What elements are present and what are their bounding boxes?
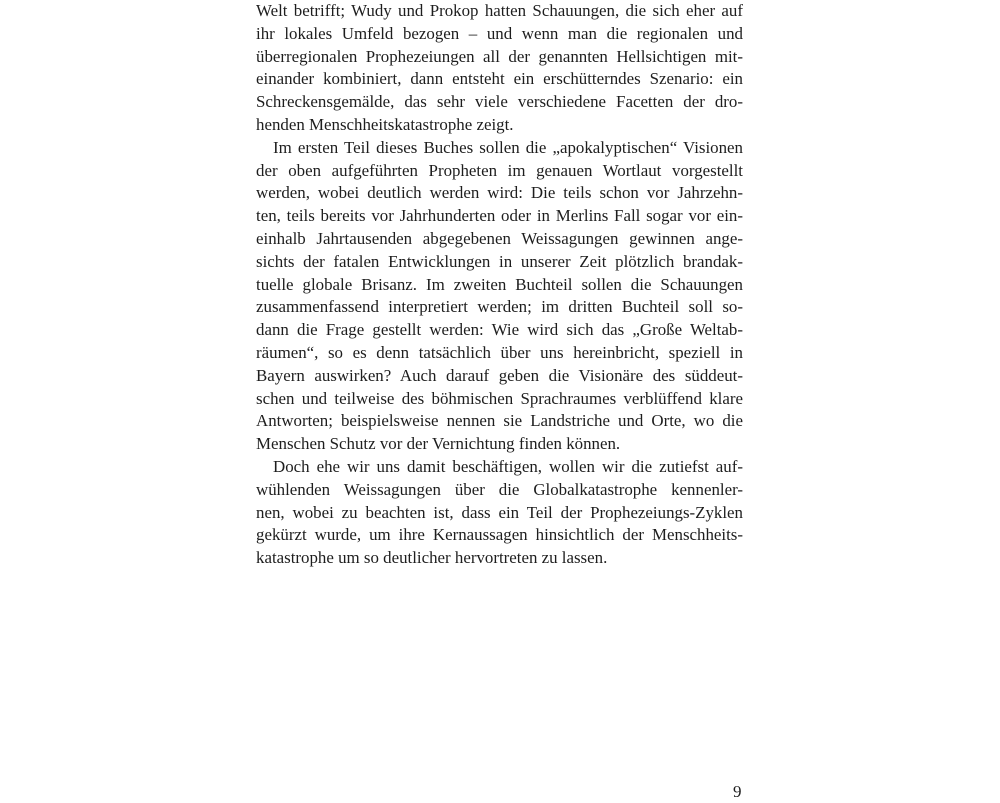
text-line: Menschen Schutz vor der Vernichtung finden können.	[256, 434, 621, 454]
text-line: ten, teils bereits vor Jahrhunderten oder in Merlins Fall sogar vor ein-	[256, 206, 743, 226]
text-line: Schreckensgemälde, das sehr viele verschiedene Facetten der dro-	[256, 92, 743, 112]
body-text	[256, 0, 743, 570]
text-line: einhalb Jahrtausenden abgegebenen Weissagungen gewinnen ange-	[256, 228, 743, 248]
text-line: Antworten; beispielsweise nennen sie Landstriche und Orte, wo die	[256, 411, 743, 431]
text-line: schen und teilweise des böhmischen Sprachraumes verblüffend klare	[256, 388, 743, 408]
text-line: Im ersten Teil dieses Buches sollen die „apokalyptischen“ Visionen	[273, 137, 743, 157]
text-line: einander kombiniert, dann entsteht ein erschütterndes Szenario: ein	[256, 69, 743, 89]
text-line: tuelle globale Brisanz. Im zweiten Buchteil sollen die Schauungen	[256, 274, 743, 294]
text-line: Welt betrifft; Wudy und Prokop hatten Schauungen, die sich eher auf	[256, 1, 743, 20]
paragraph-1	[256, 0, 743, 137]
text-line: nen, wobei zu beachten ist, dass ein Teil der Prophezeiungs-Zyklen	[256, 502, 743, 522]
paragraph-3	[256, 456, 743, 570]
text-line: der oben aufgeführten Propheten im genauen Wortlaut vorgestellt	[256, 160, 743, 180]
text-line: Doch ehe wir uns damit beschäftigen, wollen wir die zutiefst auf-	[273, 456, 743, 476]
text-line: gekürzt wurde, um ihre Kernaussagen hinsichtlich der Menschheits-	[256, 525, 743, 545]
page-number: 9	[733, 782, 742, 801]
text-line: räumen“, so es denn tatsächlich über uns hereinbricht, speziell in	[256, 342, 743, 362]
text-line: dann die Frage gestellt werden: Wie wird sich das „Große Weltab-	[256, 320, 743, 340]
text-line: ihr lokales Umfeld bezogen – und wenn man die regionalen und	[256, 23, 743, 43]
text-line: werden, wobei deutlich werden wird: Die teils schon vor Jahrzehn-	[256, 183, 743, 203]
text-line: zusammenfassend interpretiert werden; im dritten Buchteil soll so-	[256, 297, 743, 317]
text-line: überregionalen Prophezeiungen all der genannten Hellsichtigen mit-	[256, 46, 743, 66]
text-line: henden Menschheitskatastrophe zeigt.	[256, 114, 514, 134]
text-line: katastrophe um so deutlicher hervortreten zu lassen.	[256, 548, 608, 568]
text-line: wühlenden Weissagungen über die Globalkatastrophe kennenler-	[256, 479, 743, 499]
text-line: Bayern auswirken? Auch darauf geben die Visionäre des süddeut-	[256, 365, 743, 385]
text-line: sichts der fatalen Entwicklungen in unserer Zeit plötzlich brandak-	[256, 251, 743, 271]
paragraph-2	[256, 137, 743, 456]
